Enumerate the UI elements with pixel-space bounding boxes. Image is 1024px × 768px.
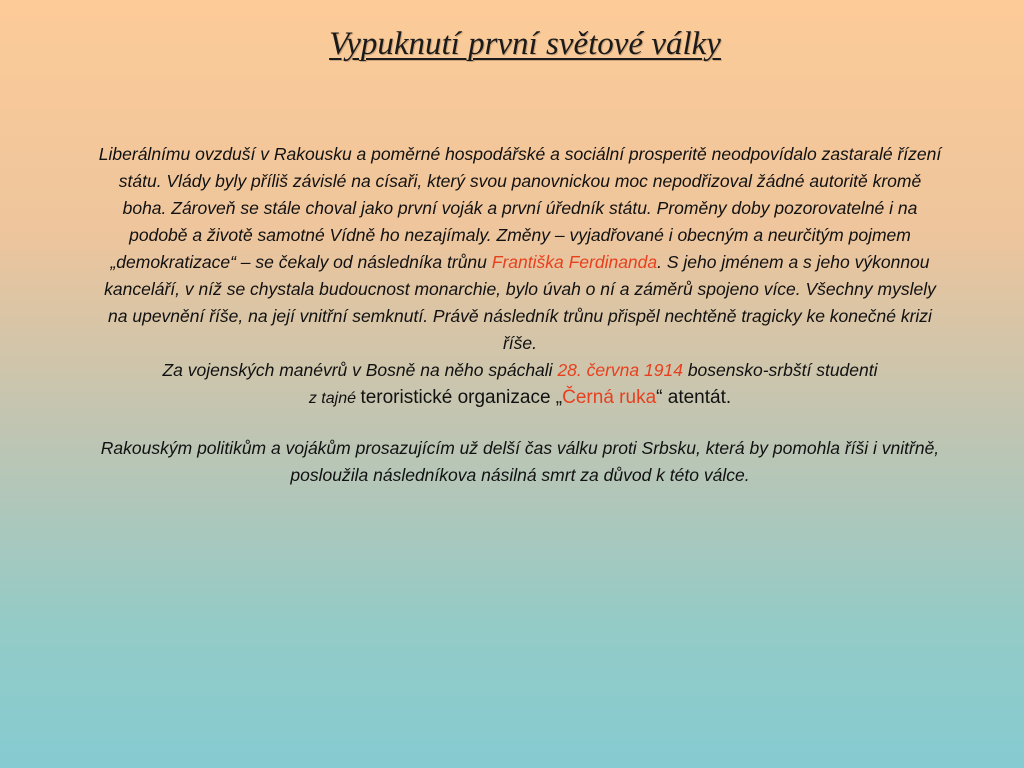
paragraph2-text-start: Za vojenských manévrů v Bosně na něho spáchali [162, 360, 558, 380]
paragraph1-text-end: . S jeho jménem a s jeho výkonnou kanceláří, v níž se chystala budoucnost monarchie, bylo úvah o ní a záměrů spojeno více. Všechny myslely na upevnění říše, na její vnitřní semknutí. Právě následník trůnu přispěl nechtěně tragicky ke konečné krizi říše. [104, 252, 936, 353]
link-frantisek-ferdinand[interactable]: Františka Ferdinanda [491, 252, 658, 272]
paragraph-spacer [40, 412, 1000, 435]
paragraph-assassination [45, 357, 995, 412]
paragraph1-text-start: Liberálnímu ovzduší v Rakousku a poměrné hospodářské a sociální prosperitě neodpovídalo zastaralé řízení státu. Vlády byly příliš závislé na císaři, který svou panovnickou moc nepodřizoval žádné autoritě kromě boha. Zároveň se stále choval jako první voják a první úředník státu. Proměny doby pozorovatelné i na podobě a životě samotné Vídně ho nezajímaly. Změny – vyjadřované i obecným a neurčitým pojmem „demokratizace“ – se čekaly od následníka trůnu [98, 144, 942, 272]
slide-body [40, 141, 1000, 489]
organization-text-before: teroristické organizace „ [360, 387, 563, 408]
paragraph2-small-prefix: z tajné [308, 390, 361, 407]
paragraph-war-reason: Rakouským politikům a vojákům prosazujícím už delší čas válku proti Srbsku, která by pomohla říši i vnitřně, posloužila následníkova násilná smrt za důvod k této válce. [100, 438, 940, 485]
link-cerna-ruka[interactable]: Černá ruka [562, 387, 657, 408]
organization-text-after: “ atentát. [656, 387, 732, 408]
paragraph2-text-students: bosensko-srbští studenti [682, 360, 878, 380]
link-date-1914[interactable]: 28. června 1914 [557, 360, 683, 380]
organization-phrase [360, 387, 731, 408]
paragraph-franz-ferdinand [95, 141, 945, 357]
slide-title: Vypuknutí první světové války [329, 26, 721, 62]
